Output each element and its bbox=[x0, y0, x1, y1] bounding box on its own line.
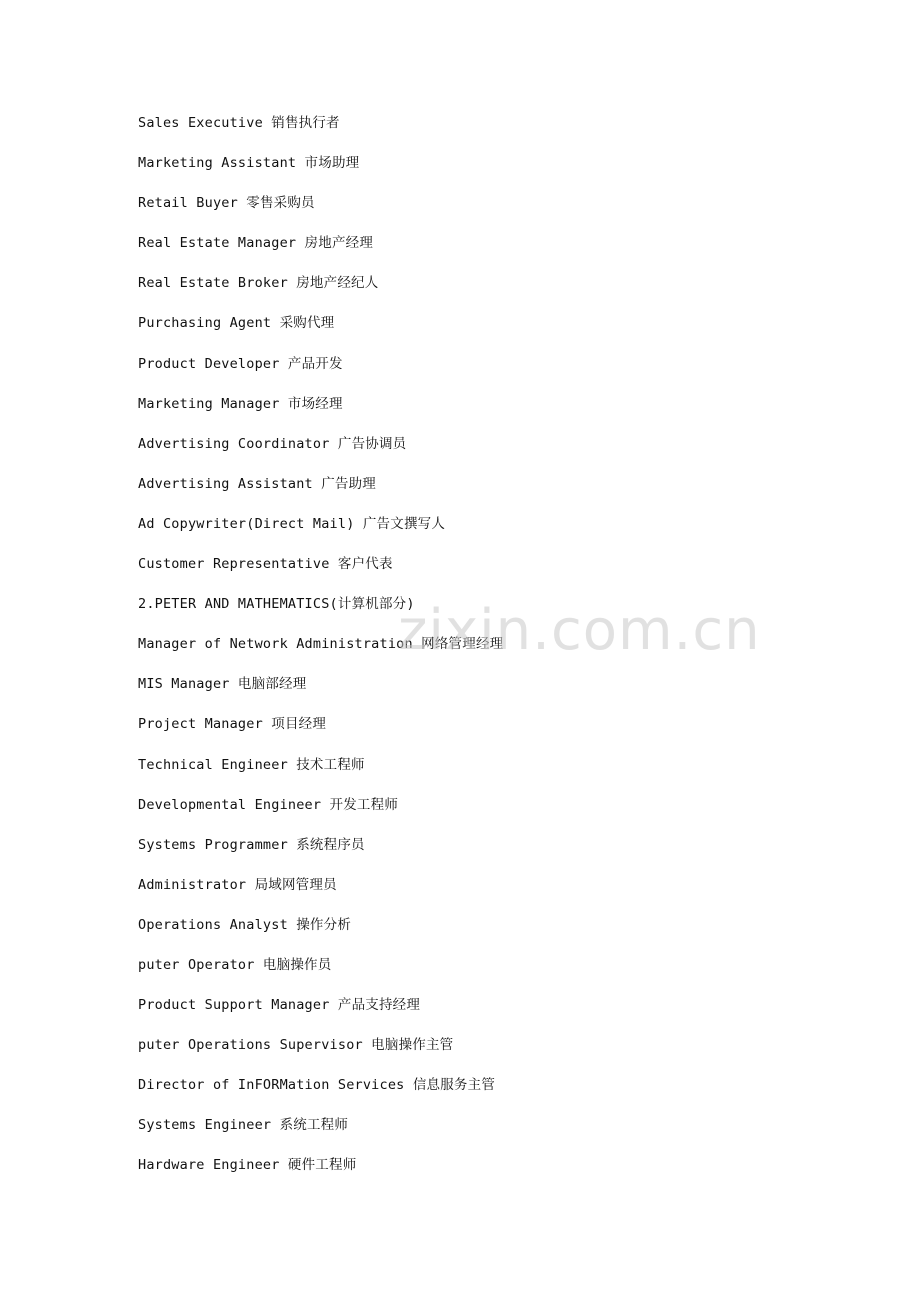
list-item: Operations Analyst 操作分析 bbox=[138, 916, 352, 933]
list-item: Advertising Assistant 广告助理 bbox=[138, 475, 377, 492]
job-title-list bbox=[138, 113, 503, 1196]
list-item: Marketing Assistant 市场助理 bbox=[138, 155, 360, 172]
list-item: Real Estate Broker 房地产经纪人 bbox=[138, 275, 379, 292]
section-heading: 2.PETER AND MATHEMATICS(计算机部分) bbox=[138, 596, 415, 613]
list-item: Manager of Network Administration 网络管理经理 bbox=[138, 636, 504, 653]
watermark-text: zixin.com.cn bbox=[398, 598, 761, 663]
list-item: Advertising Coordinator 广告协调员 bbox=[138, 435, 407, 452]
list-item: Project Manager 项目经理 bbox=[138, 716, 327, 733]
list-item: Customer Representative 客户代表 bbox=[138, 556, 393, 573]
list-item: Retail Buyer 零售采购员 bbox=[138, 195, 315, 212]
list-item: Product Developer 产品开发 bbox=[138, 355, 343, 372]
list-item: puter Operations Supervisor 电脑操作主管 bbox=[138, 1037, 454, 1054]
list-item: Ad Copywriter(Direct Mail) 广告文撰写人 bbox=[138, 515, 446, 532]
list-item: Director of InFORMation Services 信息服务主管 bbox=[138, 1077, 496, 1094]
list-item: Administrator 局域网管理员 bbox=[138, 876, 337, 893]
list-item: Technical Engineer 技术工程师 bbox=[138, 756, 365, 773]
list-item: Systems Programmer 系统程序员 bbox=[138, 836, 365, 853]
list-item: Systems Engineer 系统工程师 bbox=[138, 1117, 349, 1134]
list-item: puter Operator 电脑操作员 bbox=[138, 956, 332, 973]
list-item: Hardware Engineer 硬件工程师 bbox=[138, 1157, 357, 1174]
list-item: Marketing Manager 市场经理 bbox=[138, 395, 343, 412]
list-item: Developmental Engineer 开发工程师 bbox=[138, 796, 399, 813]
list-item: Purchasing Agent 采购代理 bbox=[138, 315, 335, 332]
list-item: Product Support Manager 产品支持经理 bbox=[138, 997, 421, 1014]
list-item: Real Estate Manager 房地产经理 bbox=[138, 235, 374, 252]
list-item: Sales Executive 销售执行者 bbox=[138, 115, 340, 131]
list-item: MIS Manager 电脑部经理 bbox=[138, 676, 307, 693]
